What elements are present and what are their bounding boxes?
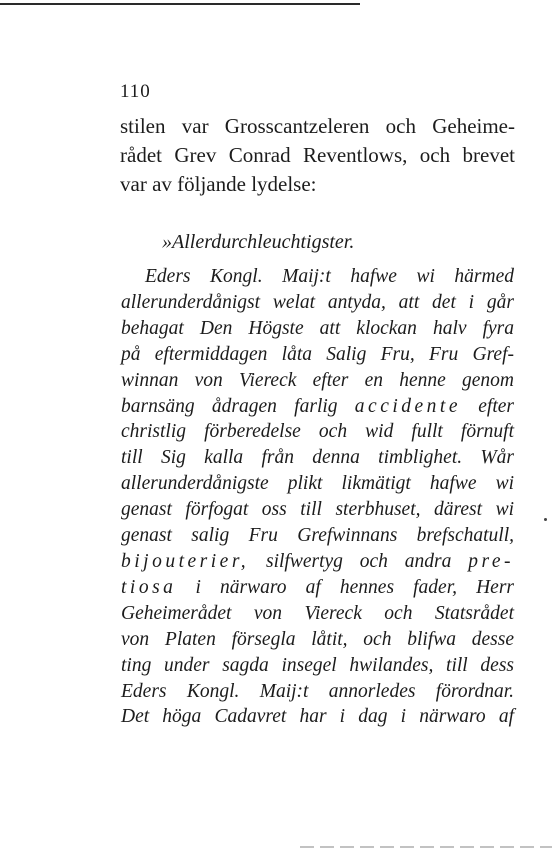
letter-line: von Platen försegla låtit, och blifwa desse — [121, 628, 514, 650]
letter-line: ting under sagda insegel hwilandes, till dess — [121, 654, 514, 676]
letter-line: på eftermiddagen låta Salig Fru, Fru Gref- — [121, 343, 514, 365]
top-rule — [0, 3, 360, 5]
letter-text: barnsäng ådragen farlig — [121, 395, 338, 417]
letter-line: behagat Den Högste att klockan halv fyra — [121, 317, 514, 339]
margin-mark — [544, 518, 547, 521]
letter-text: silfwertyg och andra — [265, 550, 452, 572]
letter-salutation: »Allerdurchleuchtigster. — [162, 231, 355, 253]
letter-line: till Sig kalla från denna timblighet. Wår — [121, 447, 514, 469]
letter-line: allerunderdånigst welat antyda, att det i går — [121, 291, 514, 313]
intro-line: stilen var Grosscantzeleren och Geheime- — [120, 114, 515, 138]
letter-spaced-word: tiosa — [121, 576, 177, 598]
letter-line: genast salig Fru Grefwinnans brefschatull, — [121, 525, 514, 547]
letter-line: Eders Kongl. Maij:t hafwe wi härmed — [145, 266, 514, 287]
letter-text: i närwaro af hennes fader, Herr — [195, 576, 515, 598]
letter-line: Eders Kongl. Maij:t annorledes förordnar. — [121, 680, 514, 702]
intro-paragraph — [120, 112, 515, 199]
letter-line: christlig förberedelse och wid fullt förnuft — [121, 421, 514, 443]
intro-line: var av följande lydelse: — [120, 172, 317, 196]
letter-spaced-word: bijouterier, — [121, 550, 250, 572]
letter-spaced-word: accidente — [354, 395, 462, 417]
letter-body — [121, 264, 514, 730]
letter-line — [121, 575, 514, 601]
letter-text: efter — [478, 395, 515, 417]
letter-line: genast förfogat oss till sterbhuset, därest wi — [121, 499, 514, 521]
letter-line: Geheimerådet von Viereck och Statsrådet — [121, 602, 514, 624]
letter-line — [121, 549, 514, 575]
letter-line: winnan von Viereck efter en henne genom — [121, 369, 514, 391]
bottom-scan-marks — [300, 846, 552, 848]
letter-spaced-word: pre- — [468, 550, 514, 572]
page-number: 110 — [120, 81, 151, 102]
letter-line: allerunderdånigste plikt likmätigt hafwe wi — [121, 473, 514, 495]
intro-line: rådet Grev Conrad Reventlows, och brevet — [120, 143, 515, 167]
letter-line: Det höga Cadavret har i dag i närwaro af — [121, 706, 514, 728]
letter-line — [121, 394, 514, 420]
